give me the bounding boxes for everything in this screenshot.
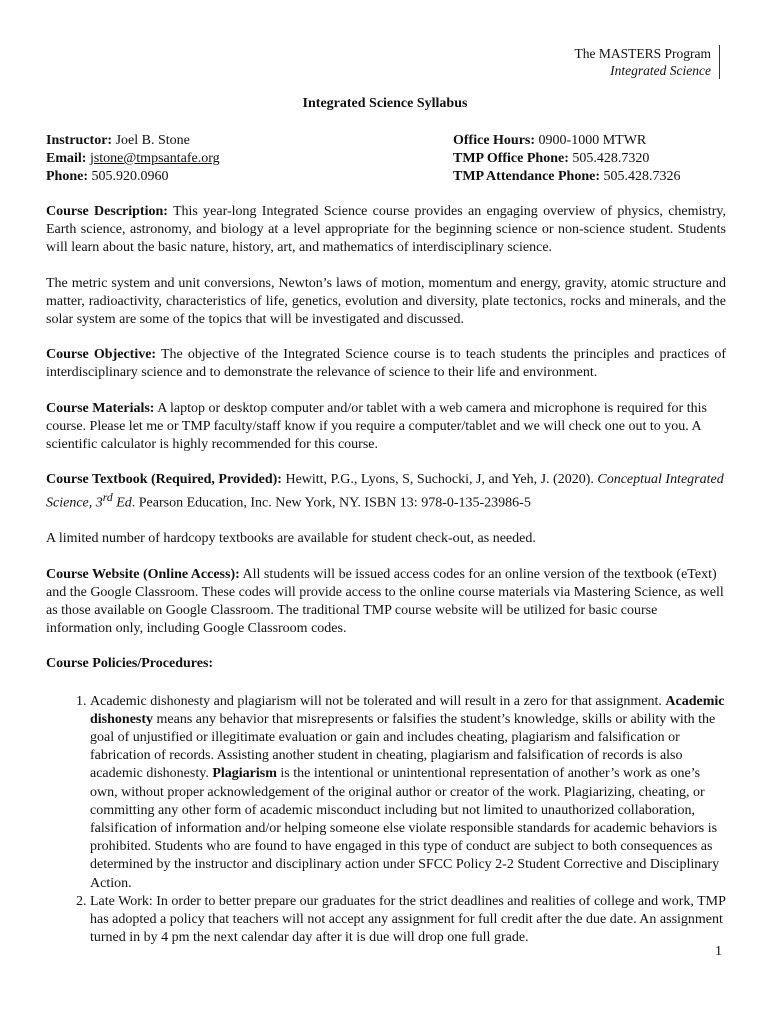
- instructor-info: [46, 132, 220, 186]
- attendance-phone-value: 505.428.7326: [603, 169, 681, 184]
- policy-item-academic-dishonesty: 1. Academic dishonesty and plagiarism will not be tolerated and will result in a zero for that assignment. Academic dishonesty means any behavior that misrepresents or falsifies the student’s knowledge, skills or ability with the goal of unjustified or illegitimate evaluation or gain and includes cheating, plagiarism and falsification or fabrication of records. Assisting another student in cheating, plagiarism and falsification of records is also academic dishonesty. Plagiarism is the intentional or unintentional representation of another’s work as one’s own, without proper acknowledgement of the original author or creator of the work. Plagiarizing, cheating, or committing any other form of academic misconduct including but not limited to unauthorized collaboration, falsification of information and/or helping someone else violate responsible standards for academic behaviors is prohibited. Students who are found to have engaged in this type of conduct are subject to both consequences as determined by the instructor and disciplinary action under SFCC Policy 2-2 Student Corrective and Disciplinary Action.: [90, 693, 726, 893]
- policies-list: [46, 693, 726, 948]
- page-number: 1: [715, 944, 722, 959]
- course-textbook: Course Textbook (Required, Provided): Hewitt, P.G., Lyons, S, Suchocki, J, and Yeh, J. (2020). Conceptual Integrated Science, 3rd Ed. Pearson Education, Inc. New York, NY. ISBN 13: 978-0-135-23986-5: [46, 472, 724, 512]
- office-phone-value: 505.428.7320: [572, 151, 650, 166]
- policy-item-late-work: 2. Late Work: In order to better prepare our graduates for the strict deadlines and realities of college and work, TMP has adopted a policy that teachers will not accept any assignment for full credit after the due date. An assignment turned in by 4 pm the next calendar day after it is due will drop one full grade.: [90, 893, 726, 948]
- email-link[interactable]: jstone@tmpsantafe.org: [89, 151, 220, 166]
- office-phone-label: TMP Office Phone:: [453, 151, 569, 166]
- office-hours-label: Office Hours:: [453, 133, 536, 148]
- phone-label: Phone:: [46, 169, 88, 184]
- phone-value: 505.920.0960: [91, 169, 169, 184]
- hardcopy-note: A limited number of hardcopy textbooks are available for student check-out, as needed.: [46, 531, 536, 547]
- syllabus-body: [46, 203, 726, 947]
- program-subtitle: Integrated Science: [610, 63, 711, 78]
- instructor-name: Joel B. Stone: [115, 133, 190, 148]
- document-title: Integrated Science Syllabus: [302, 96, 468, 111]
- office-info: [453, 132, 681, 186]
- course-objective: Course Objective: The objective of the Integrated Science course is to teach students the principles and practices of interdisciplinary science and to demonstrate the relevance of science to their life and environment.: [46, 347, 726, 381]
- office-hours-value: 0900-1000 MTWR: [538, 133, 647, 148]
- email-label: Email:: [46, 151, 87, 166]
- course-website: Course Website (Online Access): All students will be issued access codes for an online version of the textbook (eText) and the Google Classroom. These codes will provide access to the online course materials via Mastering Science, as well as those available on Google Classroom. The traditional TMP course website will be utilized for basic course information only, including Google Classroom codes.: [46, 566, 724, 637]
- policies-heading: Course Policies/Procedures:: [46, 656, 214, 672]
- course-description: Course Description: This year-long Integrated Science course provides an engaging overview of physics, chemistry, Earth science, astronomy, and biology at a level appropriate for the beginning science or non-science student. Students will learn about the basic nature, history, art, and mathematics of interdisciplinary science.: [46, 204, 726, 256]
- program-name: The MASTERS Program: [574, 46, 711, 61]
- course-materials: Course Materials: A laptop or desktop computer and/or tablet with a web camera and microphone is required for this course. Please let me or TMP faculty/staff know if you require a computer/tablet and we will check one out to you. A scientific calculator is highly recommended for this course.: [46, 400, 707, 453]
- attendance-phone-label: TMP Attendance Phone:: [453, 169, 600, 184]
- instructor-label: Instructor:: [46, 133, 113, 148]
- course-topics: The metric system and unit conversions, Newton’s laws of motion, momentum and energy, gravity, atomic structure and matter, radioactivity, characteristics of life, genetics, evolution and diversity, plate tectonics, rocks and minerals, and the solar system are some of the topics that will be investigated and discussed.: [46, 275, 726, 328]
- page-header: [575, 45, 721, 79]
